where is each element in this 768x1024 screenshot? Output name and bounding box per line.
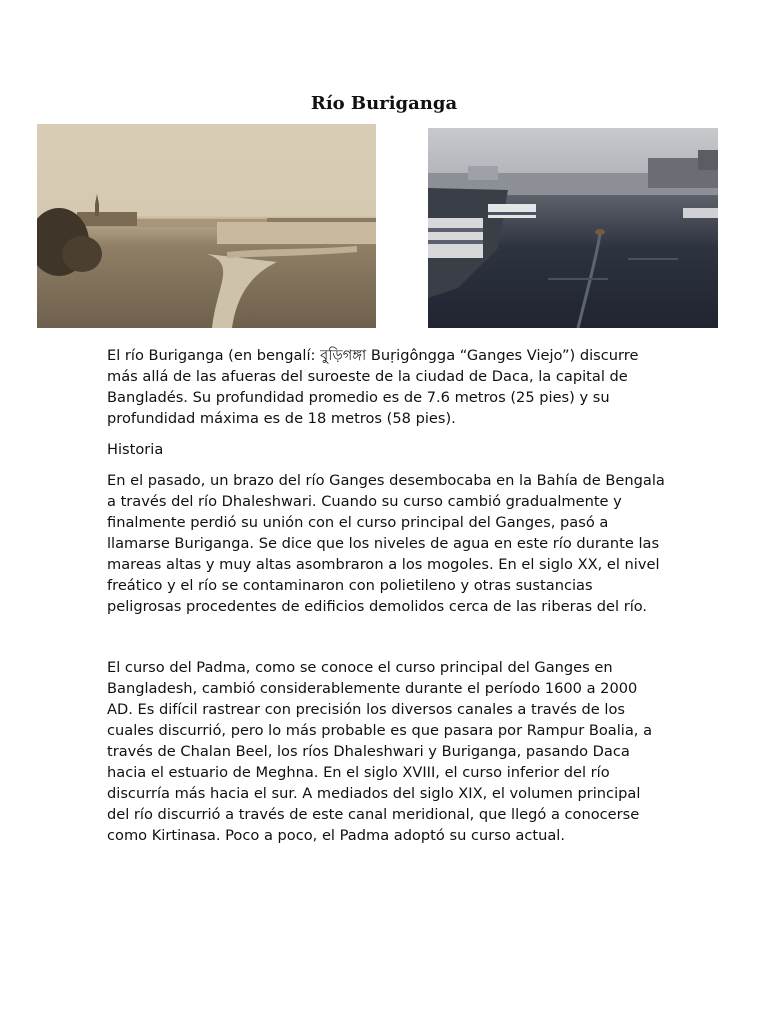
historic-river-illustration [37, 124, 376, 328]
intro-paragraph: El río Buriganga (en bengalí: বুড়িগঙ্গা Buṛigôngga “Ganges Viejo”) discurre más allá de las afueras del suroeste de la ciudad de Daca, la capital de Bangladés. Su profundidad promedio es de 7.6 metros (25 pies) y su profundidad máxima es de 18 metros (58 pies). [107, 347, 639, 427]
padma-paragraph: El curso del Padma, como se conoce el curso principal del Ganges en Bangladesh, cambió considerablemente durante el período 1600 a 2000 AD. Es difícil rastrear con precisión los diversos canales a través de los cuales discurrió, pero lo más probable es que pasara por Rampur Boalia, a través de Chalan Beel, los ríos Dhaleshwari y Buriganga, pasando Daca hacia el estuario de Meghna. En el siglo XVIII, el curso inferior del río discurría más hacia el sur. A mediados del siglo XIX, el volumen principal del río discurrió a través de este canal meridional, que llegó a conocerse como Kirtinasa. Poco a poco, el Padma adoptó su curso actual. [107, 659, 653, 844]
history-paragraph: En el pasado, un brazo del río Ganges desembocaba en la Bahía de Bengala a través del río Dhaleshwari. Cuando su curso cambió gradualmente y finalmente perdió su unión con el curso principal del Ganges, pasó a llamarse Buriganga. Se dice que los niveles de agua en este río durante las mareas altas y muy altas asombraron a los mogoles. En el siglo XX, el nivel freático y el río se contaminaron con polietileno y otras sustancias peligrosas procedentes de edificios demolidos cerca de las riberas del río. [107, 472, 665, 615]
historic-river-photo [37, 124, 376, 328]
page-title: Río Buriganga [310, 93, 458, 114]
modern-river-illustration [428, 128, 718, 328]
modern-river-photo [428, 128, 718, 328]
section-heading: Historia [107, 441, 164, 458]
article-body [107, 345, 667, 856]
